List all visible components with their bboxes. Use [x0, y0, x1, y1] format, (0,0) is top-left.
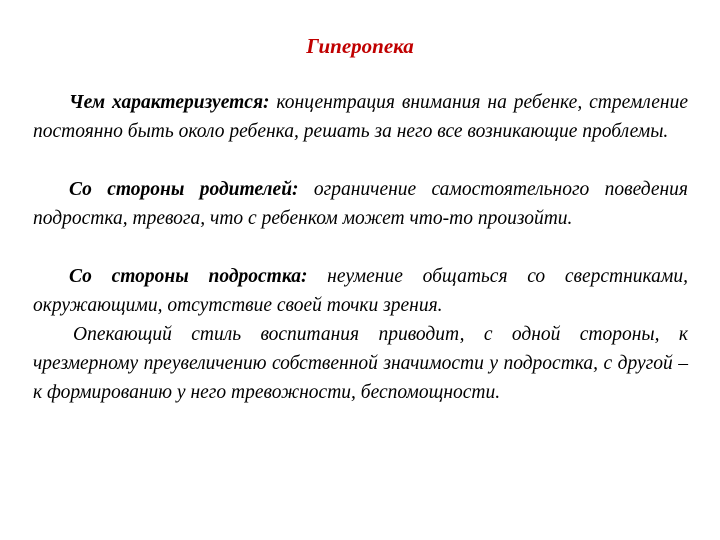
paragraph-conclusion: Опекающий стиль воспитания приводит, с одной стороны, к чрезмерному преувеличению собственной значимости у подростка, с другой – к формированию у него тревожности, беспомощности.: [33, 324, 688, 403]
paragraph-text: концентрация внимания на ребенке, стремление постоянно быть около ребенка, решать за него все возникающие проблемы.: [33, 92, 688, 142]
paragraph-label: Со стороны подростка:: [69, 266, 308, 287]
paragraph-text: ограничение самостоятельного поведения подростка, тревога, что с ребенком может что-то произойти.: [33, 179, 689, 229]
paragraph-parents: [33, 175, 688, 233]
paragraph-teenager: [33, 262, 688, 320]
paragraph-label: Чем характеризуется:: [69, 92, 270, 113]
paragraph-label: Со стороны родителей:: [69, 179, 299, 200]
paragraph-characteristics: [33, 88, 688, 146]
paragraph-text: неумение общаться со сверстниками, окружающими, отсутствие своей точки зрения.: [33, 266, 688, 316]
slide-body: [33, 88, 688, 407]
slide-title: Гиперопека: [306, 34, 414, 58]
